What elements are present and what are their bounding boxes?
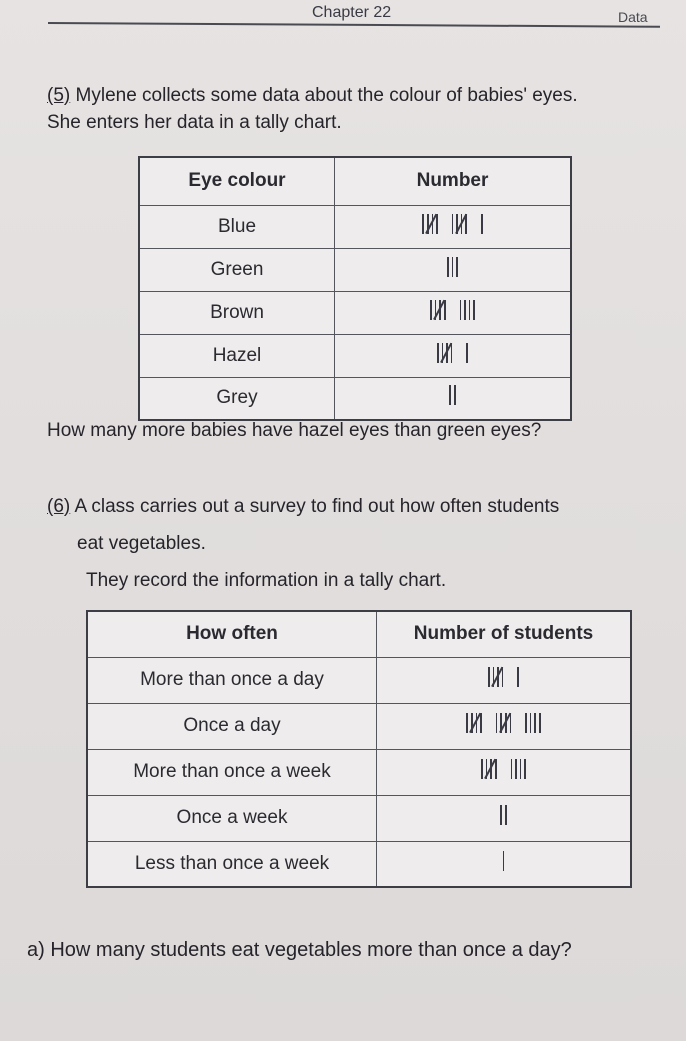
table-row	[139, 291, 571, 334]
header-number-of-students: Number of students	[377, 611, 632, 657]
row-label: Grey	[139, 377, 335, 420]
tally-stroke	[422, 214, 424, 234]
tally-stroke	[430, 300, 432, 320]
row-label: Green	[139, 248, 335, 291]
tally-stroke	[480, 713, 482, 733]
tally-cell	[335, 291, 572, 334]
tally-stroke	[460, 300, 462, 320]
tally-stroke	[481, 214, 483, 234]
tally-stroke	[436, 214, 438, 234]
tally-cell	[335, 334, 572, 377]
tally-marks	[488, 667, 519, 687]
q6-intro-line3: They record the information in a tally chart.	[86, 570, 447, 591]
header-rule	[48, 22, 660, 28]
eye-colour-tally-table	[138, 156, 572, 421]
table-row	[87, 795, 631, 841]
tally-stroke	[502, 667, 504, 687]
tally-group-of-five	[452, 214, 467, 234]
tally-group-of-five	[481, 759, 496, 779]
tally-loose-strokes	[481, 214, 483, 234]
q5-question: How many more babies have hazel eyes than green eyes?	[47, 420, 542, 441]
tally-marks	[430, 300, 475, 320]
tally-loose-strokes	[447, 257, 458, 277]
tally-group-of-five	[422, 214, 437, 234]
tally-cell	[377, 657, 632, 703]
tally-stroke	[505, 805, 507, 825]
tally-stroke	[437, 343, 439, 363]
tally-loose-strokes	[517, 667, 519, 687]
chapter-label: Chapter 22	[312, 4, 392, 21]
header-eye-colour: Eye colour	[139, 157, 335, 205]
tally-stroke	[539, 713, 541, 733]
tally-stroke	[454, 385, 456, 405]
q5-line1-text: Mylene collects some data about the colour of babies' eyes.	[75, 85, 578, 106]
q5-intro-line2: She enters her data in a tally chart.	[47, 112, 342, 133]
header-number: Number	[335, 157, 572, 205]
q6-part-a: a) How many students eat vegetables more than once a day?	[27, 939, 572, 961]
tally-cell	[377, 703, 632, 749]
tally-loose-strokes	[460, 300, 475, 320]
tally-stroke	[469, 300, 471, 320]
tally-stroke	[456, 257, 458, 277]
tally-marks	[447, 257, 458, 277]
table-row	[87, 703, 631, 749]
table-row	[87, 657, 631, 703]
tally-stroke	[495, 759, 497, 779]
tally-group-of-five	[430, 300, 445, 320]
q6-intro-line2: eat vegetables.	[77, 533, 206, 554]
table-row	[87, 841, 631, 887]
tally-stroke	[496, 713, 498, 733]
tally-stroke	[515, 759, 517, 779]
tally-marks	[422, 214, 482, 234]
table-row	[139, 377, 571, 420]
tally-stroke	[503, 851, 505, 871]
row-label: Once a week	[87, 795, 377, 841]
tally-stroke	[488, 667, 490, 687]
tally-stroke	[511, 759, 513, 779]
row-label: Blue	[139, 205, 335, 248]
tally-cell	[377, 795, 632, 841]
tally-stroke	[524, 759, 526, 779]
tally-cell	[335, 205, 572, 248]
table-row	[139, 334, 571, 377]
table-header-row	[139, 157, 571, 205]
tally-marks	[437, 343, 468, 363]
tally-stroke	[534, 713, 536, 733]
tally-loose-strokes	[503, 851, 505, 871]
table-row	[139, 205, 571, 248]
tally-stroke	[449, 385, 451, 405]
topic-label: Data	[618, 9, 648, 25]
tally-stroke	[517, 667, 519, 687]
row-label: More than once a week	[87, 749, 377, 795]
table-row	[139, 248, 571, 291]
tally-group-of-five	[437, 343, 452, 363]
row-label: Hazel	[139, 334, 335, 377]
q6-line1-text: A class carries out a survey to find out how often students	[74, 496, 560, 517]
tally-stroke	[510, 713, 512, 733]
q6-intro-line1	[47, 496, 559, 518]
tally-marks	[466, 713, 540, 733]
tally-cell	[335, 377, 572, 420]
tally-stroke	[466, 343, 468, 363]
table-row	[87, 749, 631, 795]
tally-stroke	[520, 759, 522, 779]
tally-stroke	[452, 214, 454, 234]
tally-loose-strokes	[511, 759, 526, 779]
row-label: Less than once a week	[87, 841, 377, 887]
tally-stroke	[447, 257, 449, 277]
tally-stroke	[473, 300, 475, 320]
tally-loose-strokes	[466, 343, 468, 363]
tally-stroke	[481, 759, 483, 779]
tally-group-of-five	[496, 713, 511, 733]
tally-loose-strokes	[525, 713, 540, 733]
header-how-often: How often	[87, 611, 377, 657]
tally-stroke	[451, 343, 453, 363]
tally-stroke	[464, 300, 466, 320]
vegetable-tally-table	[86, 610, 632, 888]
tally-marks	[481, 759, 526, 779]
tally-group-of-five	[466, 713, 481, 733]
tally-stroke	[530, 713, 532, 733]
tally-loose-strokes	[500, 805, 506, 825]
tally-cell	[377, 841, 632, 887]
q5-intro-line1	[47, 85, 578, 107]
tally-group-of-five	[488, 667, 503, 687]
tally-marks	[449, 385, 455, 405]
tally-stroke	[444, 300, 446, 320]
tally-cell	[335, 248, 572, 291]
tally-marks	[500, 805, 506, 825]
table-header-row	[87, 611, 631, 657]
row-label: More than once a day	[87, 657, 377, 703]
q5-number: (5)	[47, 85, 71, 106]
row-label: Once a day	[87, 703, 377, 749]
tally-stroke	[452, 257, 454, 277]
tally-cell	[377, 749, 632, 795]
tally-loose-strokes	[449, 385, 455, 405]
row-label: Brown	[139, 291, 335, 334]
tally-stroke	[500, 805, 502, 825]
tally-marks	[503, 851, 505, 871]
q6-number: (6)	[47, 496, 71, 517]
tally-stroke	[466, 713, 468, 733]
tally-stroke	[525, 713, 527, 733]
